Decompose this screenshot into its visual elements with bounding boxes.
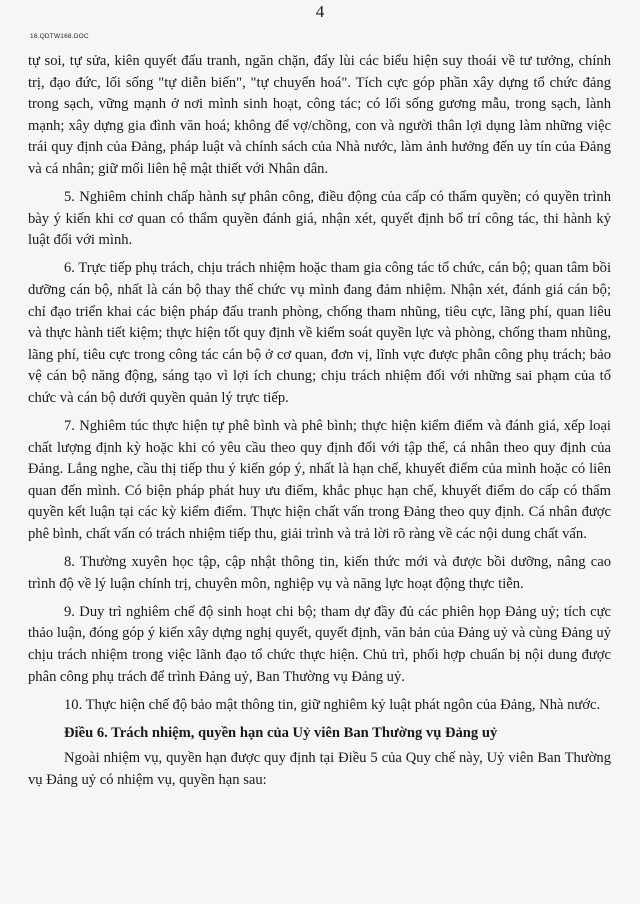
document-id: 16.QDTW168.DOC: [30, 33, 89, 40]
article-intro: Ngoài nhiệm vụ, quyền hạn được quy định tại Điều 5 của Quy chế này, Uỷ viên Ban Thường vụ Đảng uỷ có nhiệm vụ, quyền hạn sau:: [28, 750, 611, 788]
paragraph-item-6: 6. Trực tiếp phụ trách, chịu trách nhiệm hoặc tham gia công tác tổ chức, cán bộ; quan tâm bồi dưỡng cán bộ, nhất là cán bộ thay thế chức vụ mình đang đảm nhiệm. Nhận xét, đánh giá cán bộ; chỉ đạo triển khai các biện pháp đấu tranh phòng, chống tham nhũng, tiêu cực, lãng phí, quan liêu và thực hành tiết kiệm; thực hiện tốt quy định về kiểm soát quyền lực và phòng, chống tham nhũng, lãng phí, tiêu cực trong công tác cán bộ ở cơ quan, đơn vị, lĩnh vực được phân công phụ trách; bảo vệ cán bộ năng động, sáng tạo vì lợi ích chung; chịu trách nhiệm đối với những sai phạm của tổ chức và cán bộ dưới quyền quản lý trực tiếp.: [28, 260, 611, 406]
paragraph-continuation: tự soi, tự sửa, kiên quyết đấu tranh, ngăn chặn, đẩy lùi các biểu hiện suy thoái về tư tưởng, chính trị, đạo đức, lối sống "tự diễn biến", "tự chuyển hoá". Tích cực góp phần xây dựng tổ chức đảng trong sạch, vững mạnh ở nơi mình sinh hoạt, công tác; có lối sống gương mẫu, trong sạch, lành mạnh; xây dựng gia đình văn hoá; không để vợ/chồng, con và người thân lợi dụng làm những việc trái quy định của Đảng, pháp luật và chính sách của Nhà nước, làm ảnh hưởng đến uy tín của Đảng và cá nhân; giữ mối liên hệ mật thiết với Nhân dân.: [28, 53, 611, 177]
page-number: 4: [315, 2, 325, 21]
article-heading: Điều 6. Trách nhiệm, quyền hạn của Uỷ viên Ban Thường vụ Đảng uỷ: [64, 724, 498, 741]
paragraph-item-9: 9. Duy trì nghiêm chế độ sinh hoạt chi bộ; tham dự đầy đủ các phiên họp Đảng uỷ; tích cực thảo luận, đóng góp ý kiến xây dựng nghị quyết, quyết định, văn bản của Đảng uỷ và cùng Đảng uỷ chịu trách nhiệm trong việc lãnh đạo tổ chức thực hiện. Chủ trì, phối hợp chuẩn bị nội dung được phân công phụ trách để trình Đảng uỷ, Ban Thường vụ Đảng uỷ.: [28, 603, 611, 685]
paragraph-item-10: 10. Thực hiện chế độ bảo mật thông tin, giữ nghiêm kỷ luật phát ngôn của Đảng, Nhà nước.: [64, 696, 601, 713]
paragraph-item-8: 8. Thường xuyên học tập, cập nhật thông tin, kiến thức mới và được bồi dưỡng, nâng cao trình độ về lý luận chính trị, chuyên môn, nghiệp vụ và năng lực hoạt động thực tiễn.: [28, 554, 611, 592]
paragraph-item-5: 5. Nghiêm chỉnh chấp hành sự phân công, điều động của cấp có thẩm quyền; có quyền trình bày ý kiến khi cơ quan có thẩm quyền đánh giá, nhận xét, quyết định bố trí công tác, thi hành kỷ luật đối với mình.: [28, 189, 611, 249]
document-body: [28, 51, 611, 798]
paragraph-item-7: 7. Nghiêm túc thực hiện tự phê bình và phê bình; thực hiện kiểm điểm và đánh giá, xếp loại chất lượng định kỳ hoặc khi có yêu cầu theo quy định đối với tập thể, cá nhân theo quy định của Đảng. Lắng nghe, cầu thị tiếp thu ý kiến góp ý, nhất là hạn chế, khuyết điểm của mình hoặc có liên quan đến mình. Có biện pháp phát huy ưu điểm, khắc phục hạn chế, khuyết điểm do cấp có thẩm quyền kết luận tại các kỳ kiểm điểm. Thực hiện chất vấn trong Đảng theo quy định. Cá nhân được phê bình, chất vấn có trách nhiệm tiếp thu, giải trình và trả lời rõ ràng về các nội dung chất vấn.: [28, 418, 611, 542]
